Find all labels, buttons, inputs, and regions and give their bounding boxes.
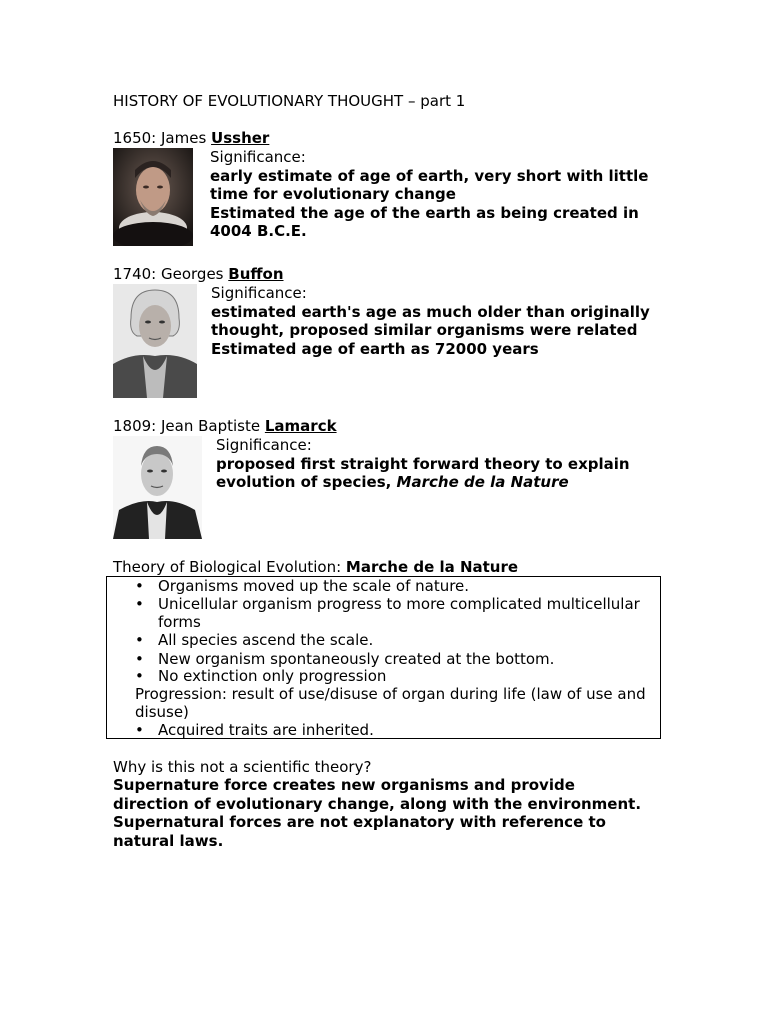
bullet-text: forms — [158, 613, 201, 631]
significance-label: Significance: — [216, 436, 312, 454]
theory-heading — [113, 558, 518, 577]
bullet-glyph: • — [135, 721, 144, 739]
scientist-name: Ussher — [211, 129, 270, 147]
significance-line-text: evolution of species, — [216, 473, 397, 491]
buffon-portrait — [113, 284, 197, 398]
significance-italic: Marche de la Nature — [396, 473, 569, 491]
theory-heading-prefix: Theory of Biological Evolution: — [113, 558, 346, 576]
progression-line: disuse) — [135, 703, 189, 721]
theory-heading-bold: Marche de la Nature — [345, 558, 519, 576]
lamarck-portrait — [113, 436, 202, 539]
year-prefix: 1740: Georges — [113, 265, 229, 283]
section-header-buffon — [113, 265, 284, 284]
progression-line: Progression: result of use/disuse of organ during life (law of use and — [135, 685, 646, 703]
significance-label: Significance: — [211, 284, 307, 302]
page-title: HISTORY OF EVOLUTIONARY THOUGHT – part 1 — [113, 92, 466, 110]
bullet-text: All species ascend the scale. — [158, 631, 374, 649]
question-prompt: Why is this not a scientific theory? — [113, 758, 372, 776]
bullet-text: No extinction only progression — [158, 667, 387, 685]
year-prefix: 1809: Jean Baptiste — [113, 417, 265, 435]
bullet-text: New organism spontaneously created at the bottom. — [158, 650, 555, 668]
answer-line: natural laws. — [113, 831, 224, 850]
ussher-significance — [210, 148, 648, 241]
buffon-significance — [211, 284, 650, 358]
significance-line: Estimated age of earth as 72000 years — [211, 339, 539, 358]
ussher-portrait — [113, 148, 193, 246]
answer-line: Supernatural forces are not explanatory with reference to — [113, 813, 606, 831]
section-header-lamarck — [113, 417, 337, 436]
scientist-name: Buffon — [228, 265, 284, 283]
section-header-ussher — [113, 129, 269, 148]
bullet-glyph: • — [135, 650, 144, 668]
scientist-name: Lamarck — [264, 417, 337, 435]
year-prefix: 1650: James — [113, 129, 212, 147]
significance-line: 4004 B.C.E. — [210, 222, 307, 240]
significance-line: early estimate of age of earth, very short with little — [210, 166, 649, 185]
bullet-glyph: • — [135, 577, 144, 595]
question-answer — [113, 776, 641, 850]
significance-line — [216, 473, 630, 492]
significance-line: thought, proposed similar organisms were related — [211, 321, 638, 339]
bullet-glyph: • — [135, 667, 144, 685]
significance-line: time for evolutionary change — [210, 185, 456, 203]
bullet-text: Acquired traits are inherited. — [158, 721, 374, 739]
bullet-text: Organisms moved up the scale of nature. — [158, 577, 470, 595]
significance-line: proposed first straight forward theory to explain — [216, 454, 630, 473]
bullet-glyph: • — [135, 631, 144, 649]
lamarck-significance — [216, 436, 630, 492]
answer-line: Supernature force creates new organisms and provide — [113, 776, 575, 794]
significance-line: estimated earth's age as much older than originally — [211, 302, 650, 321]
bullet-glyph: • — [135, 595, 144, 613]
answer-line: direction of evolutionary change, along with the environment. — [113, 794, 642, 813]
significance-line: Estimated the age of the earth as being created in — [210, 203, 639, 222]
bullet-text: Unicellular organism progress to more complicated multicellular — [158, 595, 640, 613]
significance-label: Significance: — [210, 148, 306, 166]
